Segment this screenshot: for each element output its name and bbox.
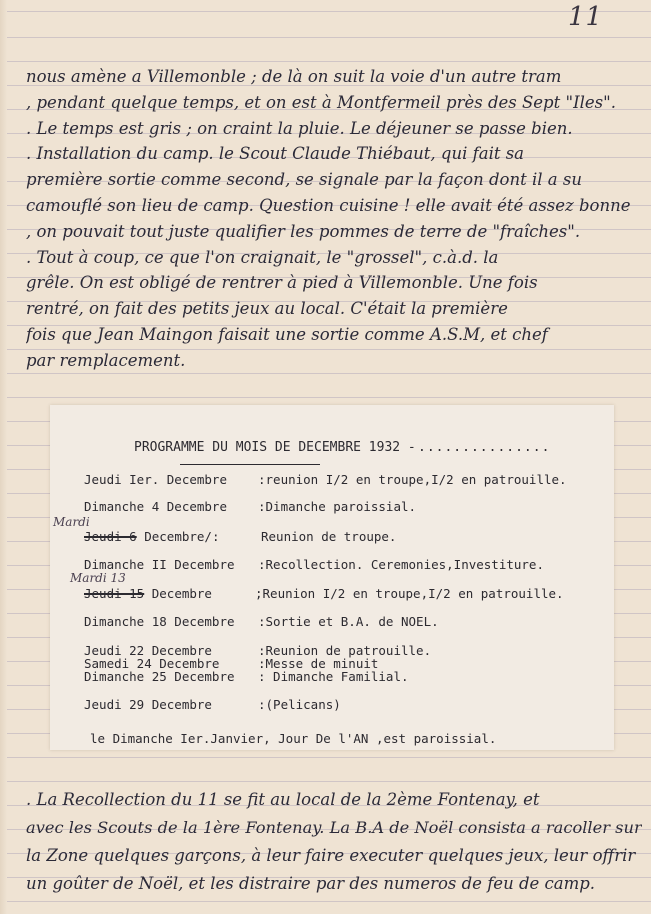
handwritten-annotation-mardi: Mardi <box>53 515 90 529</box>
handwritten-line: un goûter de Noël, et les distraire par des numeros de feu de camp. <box>26 874 596 893</box>
programme-entry-event: :(Pelicans) <box>258 697 341 712</box>
programme-entry-event: : Dimanche Familial. <box>258 669 409 684</box>
handwritten-line: grêle. On est obligé de rentrer à pied à Villemonble. Une fois <box>26 273 538 293</box>
programme-entry-month: Decembre/: <box>136 529 220 544</box>
programme-entry-event: :Recollection. Ceremonies,Investiture. <box>258 557 544 572</box>
programme-entry-event: :Reunion de patrouille. <box>258 643 432 658</box>
page-edge <box>0 0 7 914</box>
programme-entry-event: Reunion de troupe. <box>261 529 397 544</box>
handwritten-line: . Installation du camp. le Scout Claude Thiébaut, qui fait sa <box>26 144 525 164</box>
handwritten-line: première sortie comme second, se signale par la façon dont il a su <box>26 170 582 190</box>
struck-date: Jeudi 15 <box>84 586 145 601</box>
handwritten-line: rentré, on fait des petits jeux au local. C'était la première <box>26 299 508 319</box>
programme-entry-date: Jeudi 29 Decembre <box>84 697 212 712</box>
programme-entry-date: Dimanche II Decembre <box>84 557 235 572</box>
handwritten-paragraph-2 <box>26 786 642 898</box>
handwritten-line: . Tout à coup, ce que l'on craignait, le "grossel", c.à.d. la <box>26 247 499 267</box>
handwritten-paragraph-1 <box>26 64 642 374</box>
programme-entry-date: Jeudi 22 Decembre <box>84 643 212 658</box>
programme-entry-date: Dimanche 18 Decembre <box>84 614 235 629</box>
programme-entry-event: :Sortie et B.A. de NOEL. <box>258 614 439 629</box>
programme-entry-date: Samedi 24 Decembre <box>84 656 220 671</box>
handwritten-line: , pendant quelque temps, et on est à Montfermeil près des Sept "Iles". <box>26 92 616 112</box>
programme-entry-month: Decembre <box>144 586 212 601</box>
pasted-programme-sheet <box>50 405 614 750</box>
programme-entry-date <box>84 529 219 544</box>
struck-date: Jeudi 6 <box>84 529 137 544</box>
handwritten-line: . La Recollection du 11 se fit au local de la 2ème Fontenay, et <box>26 790 540 809</box>
handwritten-annotation-mardi-13: Mardi 13 <box>70 571 126 585</box>
programme-entry-date: Jeudi Ier. Decembre <box>84 472 227 487</box>
handwritten-line: avec les Scouts de la 1ère Fontenay. La B.A de Noël consista a racoller sur <box>26 818 642 837</box>
strike-over-line <box>180 464 320 465</box>
programme-entry-event: ;Reunion I/2 en troupe,I/2 en patrouille. <box>255 586 564 601</box>
handwritten-line: la Zone quelques garçons, à leur faire executer quelques jeux, leur offrir <box>26 846 636 865</box>
handwritten-line: par remplacement. <box>26 350 186 370</box>
handwritten-line: camouflé son lieu de camp. Question cuisine ! elle avait été assez bonne <box>26 195 631 215</box>
programme-closing: le Dimanche Ier.Janvier, Jour De l'AN ,est paroissial. <box>90 731 497 746</box>
programme-entry-date: Dimanche 25 Decembre <box>84 669 235 684</box>
programme-entry-event: :Messe de minuit <box>258 656 379 671</box>
programme-entry-date: Dimanche 4 Decembre <box>84 499 227 514</box>
programme-title-dots: ............... <box>418 440 551 455</box>
page-number: 11 <box>568 2 604 32</box>
programme-entry-event: :reunion I/2 en troupe,I/2 en patrouille. <box>258 472 567 487</box>
programme-entry-event: :Dimanche paroissial. <box>258 499 417 514</box>
handwritten-line: nous amène a Villemonble ; de là on suit la voie d'un autre tram <box>26 67 562 86</box>
handwritten-line: . Le temps est gris ; on craint la pluie. Le déjeuner se passe bien. <box>26 118 573 138</box>
programme-title: PROGRAMME DU MOIS DE DECEMBRE 1932 - <box>134 440 416 455</box>
handwritten-line: fois que Jean Maingon faisait une sortie comme A.S.M, et chef <box>26 324 548 344</box>
handwritten-line: , on pouvait tout juste qualifier les pommes de terre de "fraîches". <box>26 221 581 241</box>
programme-entry-date <box>84 586 212 601</box>
